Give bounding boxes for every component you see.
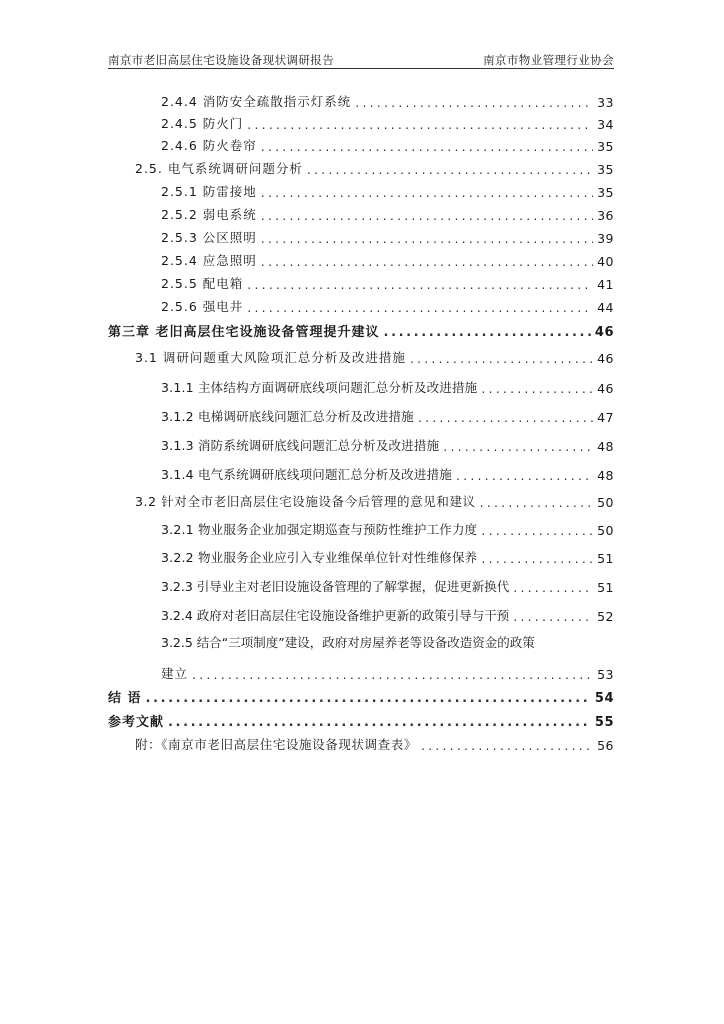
toc-entry-3-2-5-continued[interactable]: [0, 662, 724, 682]
toc-entry-3-2-1[interactable]: [0, 518, 724, 538]
toc-entry-2-5-4[interactable]: [0, 249, 724, 269]
toc-entry-2-4-4[interactable]: [0, 90, 724, 110]
toc-page-number: 44: [597, 300, 614, 315]
toc-entry-label: 2.5. 电气系统调研问题分析: [135, 161, 303, 176]
toc-page-number: 54: [594, 691, 614, 706]
toc-entry-label: 3.2.4 政府对老旧高层住宅设施设备维护更新的政策引导与干预: [161, 608, 510, 623]
toc-leader-dots: [410, 351, 593, 366]
toc-entry-2-4-6[interactable]: [0, 134, 724, 154]
toc-page-number: 39: [597, 231, 614, 246]
toc-entry-label: 2.5.2 弱电系统: [161, 207, 257, 222]
toc-leader-dots: [192, 667, 593, 682]
toc-page-number: 51: [597, 551, 614, 566]
toc-page-number: 36: [597, 208, 614, 223]
toc-leader-dots: [480, 495, 593, 510]
toc-leader-dots: [481, 381, 593, 396]
toc-leader-dots: [261, 208, 593, 223]
toc-entry-label: 3.1.2 电梯调研底线问题汇总分析及改进措施: [161, 409, 414, 424]
toc-page-number: 50: [597, 523, 614, 538]
toc-page-number: 40: [597, 254, 614, 269]
toc-page-number: 51: [597, 580, 614, 595]
toc-page-number: 35: [597, 162, 614, 177]
toc-entry-2-5-1[interactable]: [0, 180, 724, 200]
toc-page-number: 35: [597, 139, 614, 154]
toc-entry-label: 附：《南京市老旧高层住宅设施设备现状调查表》: [135, 737, 417, 752]
toc-leader-dots: [481, 551, 593, 566]
toc-entry-label: 3.2.3 引导业主对老旧设施设备管理的了解掌握，促进更新换代: [161, 579, 510, 594]
toc-page-number: 50: [597, 495, 614, 510]
toc-page-number: 46: [594, 325, 614, 340]
toc-page-number: 55: [594, 715, 614, 730]
toc-entry-label: 2.5.5 配电箱: [161, 276, 244, 291]
toc-page-number: 34: [597, 117, 614, 132]
toc-entry-2-5-2[interactable]: [0, 203, 724, 223]
toc-page-number: 41: [597, 277, 614, 292]
toc-entry-3-2-2[interactable]: [0, 546, 724, 566]
toc-entry-2-5-3[interactable]: [0, 226, 724, 246]
toc-entry-3-1-1[interactable]: [0, 376, 724, 396]
toc-entry-label: 3.2 针对全市老旧高层住宅设施设备今后管理的意见和建议: [135, 494, 476, 509]
toc-page-number: 47: [597, 410, 614, 425]
toc-page-number: 52: [597, 609, 614, 624]
toc-entry-label: 2.4.5 防火门: [161, 116, 244, 131]
toc-entry-label: 第三章 老旧高层住宅设施设备管理提升建议: [108, 325, 380, 340]
toc-entry-3-1-2[interactable]: [0, 405, 724, 425]
toc-leader-dots: [421, 738, 593, 753]
toc-entry-label: 2.4.4 消防安全疏散指示灯系统: [161, 94, 352, 109]
toc-page-number: 53: [597, 667, 614, 682]
toc-entry-3-2[interactable]: [0, 490, 724, 510]
toc-entry-references[interactable]: [0, 710, 724, 730]
toc-entry-label: 3.2.1 物业服务企业加强定期巡查与预防性维护工作力度: [161, 522, 478, 537]
header-report-title: 南京市老旧高层住宅设施设备现状调研报告: [108, 53, 335, 67]
toc-leader-dots: [168, 715, 591, 730]
toc-entry-label: 3.1.1 主体结构方面调研底线项问题汇总分析及改进措施: [161, 380, 478, 395]
toc-leader-dots: [513, 609, 593, 624]
toc-entry-label: 2.5.4 应急照明: [161, 253, 257, 268]
toc-entry-2-5-6[interactable]: [0, 295, 724, 315]
toc-leader-dots: [247, 277, 593, 292]
toc-leader-dots: [307, 162, 593, 177]
toc-leader-dots: [513, 580, 593, 595]
toc-entry-label: 2.5.6 强电井: [161, 299, 244, 314]
toc-entry-label: 参考文献: [108, 715, 165, 730]
toc-entry-label: 3.2.5 结合“三项制度”建设，政府对房屋养老等设备改造资金的政策: [161, 635, 535, 650]
toc-entry-label: 建立: [161, 666, 189, 681]
toc-leader-dots: [456, 468, 593, 483]
toc-entry-label: 3.1.4 电气系统调研底线项问题汇总分析及改进措施: [161, 467, 452, 482]
toc-entry-label: 结 语: [108, 691, 142, 706]
toc-entry-label: 3.1 调研问题重大风险项汇总分析及改进措施: [135, 350, 406, 365]
toc-page-number: 46: [597, 381, 614, 396]
toc-page-number: 56: [597, 738, 614, 753]
toc-leader-dots: [261, 139, 593, 154]
toc-leader-dots: [418, 410, 593, 425]
toc-leader-dots: [443, 439, 593, 454]
toc-entry-appendix[interactable]: [0, 733, 724, 753]
toc-entry-2-5[interactable]: [0, 157, 724, 177]
toc-entry-3-1-4[interactable]: [0, 463, 724, 483]
header-divider: [108, 68, 614, 69]
toc-entry-label: 2.4.6 防火卷帘: [161, 138, 257, 153]
toc-page-number: 46: [597, 351, 614, 366]
toc-page-number: 33: [597, 95, 614, 110]
toc-entry-2-5-5[interactable]: [0, 272, 724, 292]
toc-entry-chapter-3[interactable]: [0, 320, 724, 340]
toc-entry-2-4-5[interactable]: [0, 112, 724, 132]
toc-entry-label: 2.5.1 防雷接地: [161, 184, 257, 199]
toc-leader-dots: [384, 325, 591, 340]
toc-page-number: 48: [597, 468, 614, 483]
toc-page-number: 35: [597, 185, 614, 200]
toc-entry-label: 2.5.3 公区照明: [161, 230, 257, 245]
toc-entry-3-2-3[interactable]: [0, 575, 724, 595]
toc-entry-3-2-4[interactable]: [0, 604, 724, 624]
toc-entry-3-2-5[interactable]: [0, 633, 724, 653]
toc-leader-dots: [481, 523, 593, 538]
toc-entry-label: 3.1.3 消防系统调研底线问题汇总分析及改进措施: [161, 438, 440, 453]
toc-leader-dots: [261, 254, 593, 269]
toc-leader-dots: [247, 117, 593, 132]
toc-entry-3-1[interactable]: [0, 346, 724, 366]
toc-entry-3-1-3[interactable]: [0, 434, 724, 454]
toc-leader-dots: [261, 231, 593, 246]
toc-leader-dots: [261, 185, 593, 200]
toc-leader-dots: [355, 95, 593, 110]
toc-entry-label: 3.2.2 物业服务企业应引入专业维保单位针对性维修保养: [161, 550, 478, 565]
toc-leader-dots: [247, 300, 593, 315]
header-organization: 南京市物业管理行业协会: [483, 53, 614, 67]
toc-page-number: 48: [597, 439, 614, 454]
toc-leader-dots: [146, 691, 591, 706]
toc-entry-conclusion[interactable]: [0, 686, 724, 706]
